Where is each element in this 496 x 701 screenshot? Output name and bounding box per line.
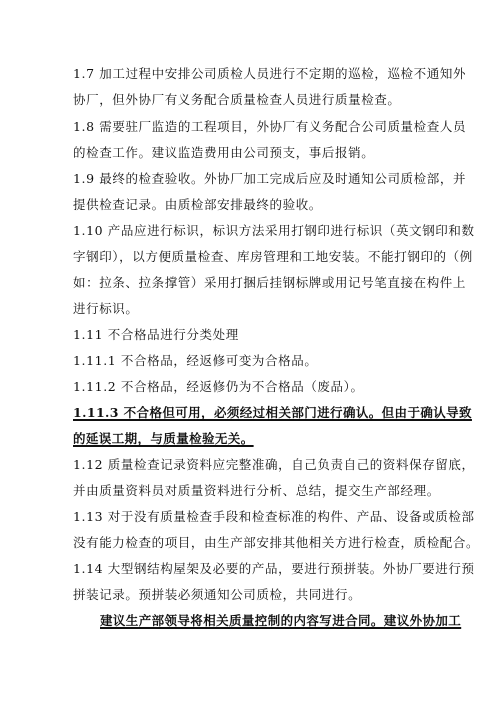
text-line-1-14-a: 1.14 大型钢结构屋架及必要的产品，要进行预拼装。外协厂要进行预 xyxy=(73,561,475,576)
text-line-1-8-b: 的检查工作。建议监造费用由公司预支，事后报销。 xyxy=(73,145,375,160)
text-line-1-10-a: 1.10 产品应进行标识，标识方法采用打钢印进行标识（英文钢印和数 xyxy=(73,223,475,238)
text-line-1-10-c: 如：拉条、拉条撑管）采用打捆后挂钢标牌或用记号笔直接在构件上 xyxy=(73,275,467,290)
text-line-1-9-a: 1.9 最终的检查验收。外协厂加工完成后应及时通知公司质检部，并 xyxy=(73,171,467,186)
text-line-1-11-2: 1.11.2 不合格品，经返修仍为不合格品（废品）。 xyxy=(73,379,364,394)
text-line-1-11: 1.11 不合格品进行分类处理 xyxy=(73,327,239,342)
text-line-1-13-a: 1.13 对于没有质量检查手段和检查标准的构件、产品、设备或质检部 xyxy=(73,509,475,524)
text-line-1-12-a: 1.12 质量检查记录资料应完整准确，自己负责自己的资料保存留底， xyxy=(73,457,475,472)
text-line-1-14-b: 拼装记录。预拼装必须通知公司质检，共同进行。 xyxy=(73,587,362,602)
text-line-1-11-1: 1.11.1 不合格品，经返修可变为合格品。 xyxy=(73,353,318,368)
text-line-1-11-3-a: 1.11.3 不合格但可用，必须经过相关部门进行确认。但由于确认导致 xyxy=(73,405,472,420)
text-line-1-13-b: 没有能力检查的项目，由生产部安排其他相关方进行检查，质检配合。 xyxy=(73,535,480,550)
text-line-suggestion: 建议生产部领导将相关质量控制的内容写进合同。建议外协加工 xyxy=(100,613,462,628)
text-line-1-7-b: 协厂，但外协厂有义务配合质量检查人员进行质量检查。 xyxy=(73,92,401,107)
text-line-1-10-b: 字钢印），以方便质量检查、库房管理和工地安装。不能打钢印的（例 xyxy=(73,249,473,264)
text-line-1-10-d: 进行标识。 xyxy=(73,301,139,316)
text-line-1-8-a: 1.8 需要驻厂监造的工程项目，外协厂有义务配合公司质量检查人员 xyxy=(73,119,467,134)
text-line-1-9-b: 提供检查记录。由质检部安排最终的验收。 xyxy=(73,197,322,212)
text-line-1-11-3-b: 的延误工期，与质量检验无关。 xyxy=(73,431,254,446)
text-line-1-7-a: 1.7 加工过程中安排公司质检人员进行不定期的巡检，巡检不通知外 xyxy=(73,66,467,81)
text-line-1-12-b: 并由质量资料员对质量资料进行分析、总结，提交生产部经理。 xyxy=(73,483,440,498)
